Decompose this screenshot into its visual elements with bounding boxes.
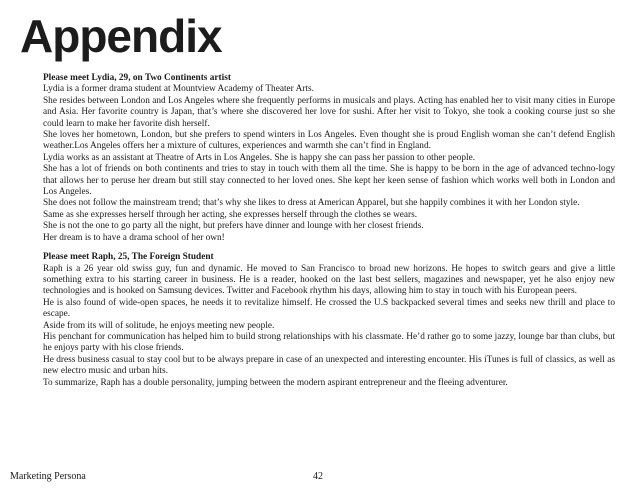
section-heading: Please meet Raph, 25, The Foreign Student <box>43 252 214 263</box>
paragraph: She loves her hometown, London, but she prefers to spend winters in Los Angeles. Even thought she is proud English woman she can’t defend English weather.Los Angeles offers her a mixture of cultures, experiences and warmth she can’t find in England. <box>43 130 615 152</box>
paragraph: She resides between London and Los Angeles where she frequently performs in musicals and plays. Acting has enabled her to visit many cities in Europe and Asia. Her favorite country is Japan, that’s where she discovered her love for sushi. After her visit to Tokyo, she took a cooking course just so she could learn to make her favorite dish herself. <box>43 95 615 129</box>
paragraph: Aside from its will of solitude, he enjoys meeting new people. <box>43 320 275 331</box>
section-heading: Please meet Lydia, 29, on Two Continents artist <box>43 73 231 83</box>
footer-document-title: Marketing Persona <box>10 471 86 482</box>
paragraph: Raph is a 26 year old swiss guy, fun and dynamic. He moved to San Francisco to broad new horizons. He hopes to switch gears and give a little something extra to his starting career in business. He is a reader, hooked on the last best sellers, magazines and newspaper, yet he also enjoy new technologies and is hooked on Samsung devices. Twitter and Facebook rhythm his days, allowing him to stay in touch with his European peers. <box>43 263 615 297</box>
section-spacer <box>43 244 615 252</box>
paragraph: To summarize, Raph has a double personality, jumping between the modern aspirant entrepreneur and the fleeing adventurer. <box>43 377 508 388</box>
paragraph: Her dream is to have a drama school of her own! <box>43 232 225 243</box>
paragraph: She has a lot of friends on both continents and tries to stay in touch with them all the time. She is happy to be born in the age of advanced techno-logy that allows her to peruse her dream but still stay connected to her loved ones. She kept her keen sense of fashion which works well both in London and Los Angeles. <box>43 164 615 198</box>
paragraph: His penchant for communication has helped him to build strong relationships with his classmate. He’d rather go to some jazzy, lounge bar than clubs, but he enjoys party with his close friends. <box>43 331 615 354</box>
paragraph: He dress business casual to stay cool but to be always prepare in case of an unexpected and interesting encounter. His iTunes is full of classics, as well as new electro music and urban hits. <box>43 354 615 377</box>
appendix-content <box>43 73 615 389</box>
paragraph: She does not follow the mainstream trend; that’s why she likes to dress at American Apparel, but she happily combines it with her London style. <box>43 198 580 209</box>
paragraph: He is also found of wide-open spaces, he needs it to revitalize himself. He crossed the U.S backpacked several times and seeks new thrill and place to escape. <box>43 297 615 320</box>
page-number: 42 <box>313 471 323 482</box>
paragraph: Lydia is a former drama student at Mountview Academy of Theater Arts. <box>43 84 314 95</box>
persona-section-raph <box>43 252 615 389</box>
page-title: Appendix <box>20 10 222 62</box>
persona-section-lydia <box>43 73 615 244</box>
paragraph: She is not the one to go party all the night, but prefers have dinner and lounge with her closest friends. <box>43 221 424 232</box>
paragraph: Same as she expresses herself through her acting, she expresses herself through the clothes se wears. <box>43 209 418 220</box>
paragraph: Lydia works as an assistant at Theatre of Arts in Los Angeles. She is happy she can pass her passion to other people. <box>43 152 476 163</box>
